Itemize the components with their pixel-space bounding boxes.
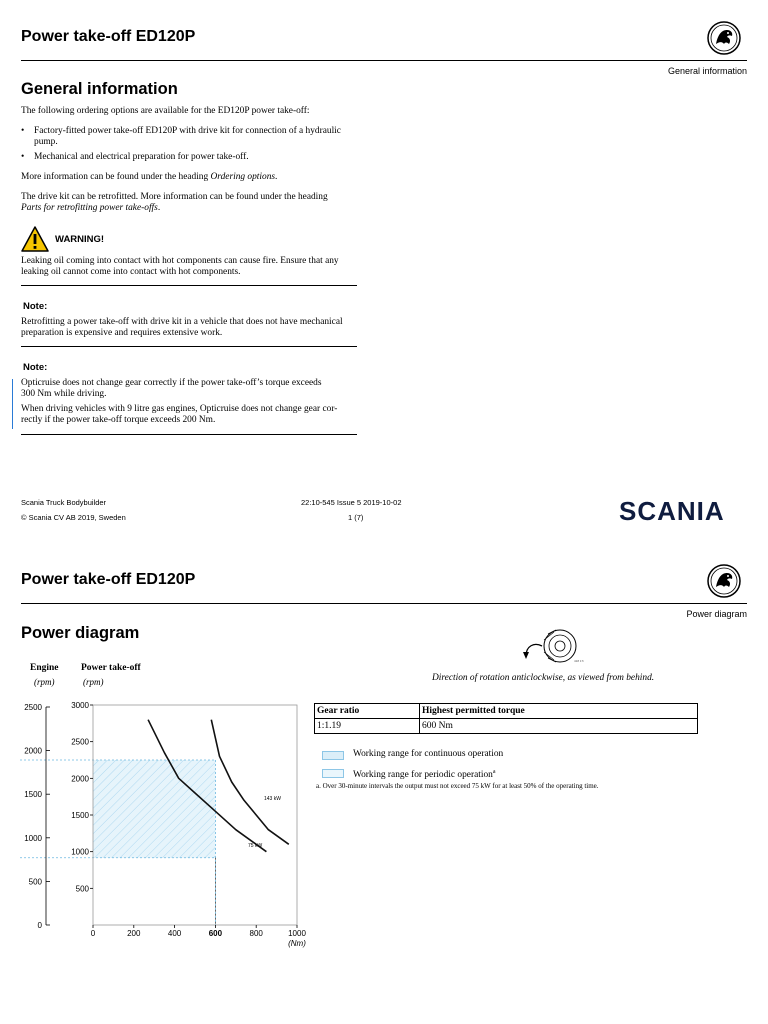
note-rule (21, 346, 357, 347)
x-tick-label: 200 (127, 929, 141, 938)
section-heading: Power diagram (21, 624, 140, 642)
rotation-caption: Direction of rotation anticlockwise, as viewed from behind. (432, 673, 655, 683)
note-line: When driving vehicles with 9 litre gas engines, Opticruise does not change gear cor- (21, 404, 338, 414)
footnote: a. Over 30-minute intervals the output must not exceed 75 kW for at least 50% of the operating time. (316, 782, 599, 790)
x-tick-label: 400 (167, 929, 182, 938)
pto-axis-label: Power take-off (81, 663, 141, 673)
engine-tick-label: 1500 (24, 790, 42, 800)
bullet-line: pump. (34, 137, 58, 147)
series-label: 75 kW (248, 843, 263, 849)
pto-tick-label: 3000 (71, 701, 89, 710)
footer-publication: Scania Truck Bodybuilder (21, 498, 107, 507)
pto-rotation-illustration (520, 626, 584, 668)
pto-tick-label: 500 (75, 884, 89, 894)
footer-copyright: © Scania CV AB 2019, Sweden (21, 513, 126, 522)
svg-text:418 174: 418 174 (574, 659, 584, 663)
table-row (315, 719, 698, 734)
bullet-line: Factory-fitted power take-off ED120P with drive kit for connection of a hydraulic (34, 126, 341, 136)
x-tick-label: 1000 (288, 929, 306, 938)
power-diagram-chart (0, 655, 320, 955)
section-heading: General information (21, 80, 178, 98)
warning-text (21, 256, 339, 278)
page-title: Power take-off ED120P (21, 571, 196, 588)
change-bar (12, 379, 13, 429)
table-cell: 1:1.19 (315, 719, 420, 734)
pto-tick-label: 2500 (71, 737, 89, 747)
pto-tick-label: 1500 (71, 811, 89, 820)
bullet-marker: • (21, 126, 25, 136)
legend-label (353, 767, 496, 781)
note-line: rectly if the power take-off torque exceeds 200 Nm. (21, 415, 216, 425)
note-text (21, 317, 343, 339)
retrofit-text (21, 192, 328, 214)
x-tick-label: 800 (249, 929, 263, 938)
ordering-options-link[interactable]: Ordering options (210, 172, 276, 182)
table-header-row (315, 704, 698, 719)
legend-label-text: Working range for periodic operation (353, 770, 493, 781)
engine-axis-unit: (rpm) (34, 677, 55, 687)
note-line: preparation is expensive and requires extensive work. (21, 328, 223, 338)
footer-page-number: 1 (7) (348, 513, 364, 522)
engine-tick-label: 1000 (24, 833, 42, 843)
note-line: 300 Nm while driving. (21, 389, 107, 399)
x-tick-label: 600 (208, 929, 223, 938)
engine-tick-label: 500 (28, 877, 42, 887)
bullet-item (34, 126, 341, 148)
engine-tick-label: 2000 (24, 746, 42, 756)
gear-ratio-table (314, 703, 698, 734)
more-info-suffix: . (275, 172, 278, 182)
note-line: Retrofitting a power take-off with drive kit in a vehicle that does not have mechanical (21, 317, 343, 327)
table-header-cell: Gear ratio (315, 704, 420, 719)
power-curve-2 (211, 720, 288, 845)
warning-line: leaking oil cannot come into contact with hot components. (21, 267, 241, 277)
warning-title: WARNING! (55, 234, 105, 245)
warning-rule (21, 285, 357, 286)
note-text (21, 378, 337, 426)
more-info-prefix: More information can be found under the heading (21, 172, 211, 182)
section-label: Power diagram (686, 609, 747, 619)
engine-tick-label: 2500 (24, 703, 42, 712)
note-title: Note: (23, 362, 48, 373)
scania-griffin-icon (706, 563, 742, 599)
x-tick-label: 0 (90, 929, 96, 938)
more-info-text (21, 172, 277, 183)
warning-line: Leaking oil coming into contact with hot components can cause fire. Ensure that any (21, 256, 339, 266)
engine-tick-label: 0 (37, 921, 42, 930)
legend-swatch-continuous (322, 751, 344, 760)
working-area-hatch (93, 760, 215, 858)
pto-axis-unit: (rpm) (83, 677, 104, 687)
power-diagram-svg (0, 655, 320, 955)
series-label: 143 kW (264, 796, 281, 802)
pto-tick-label: 1000 (71, 847, 89, 857)
note-line: Opticruise does not change gear correctly if the power take-off’s torque exceeds (21, 378, 322, 388)
note-title: Note: (23, 301, 48, 312)
legend-swatch-periodic (322, 769, 344, 778)
footnote-marker: a (492, 769, 496, 775)
scania-griffin-icon (706, 20, 742, 56)
bullet-marker: • (21, 152, 25, 162)
note-rule (21, 434, 357, 435)
intro-text: The following ordering options are available for the ED120P power take-off: (21, 106, 310, 116)
table-cell: 600 Nm (420, 719, 698, 734)
footer-doc-id: 22:10-545 Issue 5 2019-10-02 (301, 498, 402, 507)
x-axis-unit: (Nm) (288, 939, 306, 948)
warning-icon (21, 226, 49, 252)
engine-axis-label: Engine (30, 663, 59, 673)
header-rule (21, 603, 747, 604)
pto-tick-label: 2000 (71, 774, 89, 784)
retrofit-line: The drive kit can be retrofitted. More information can be found under the heading (21, 192, 328, 202)
scania-logo: SCANIA (619, 496, 725, 526)
table-header-cell: Highest permitted torque (420, 704, 698, 719)
section-label: General information (667, 66, 747, 76)
page-title: Power take-off ED120P (21, 28, 196, 45)
bullet-item: Mechanical and electrical preparation for power take-off. (34, 152, 249, 162)
retrofit-suffix: . (157, 203, 161, 213)
retrofit-parts-link[interactable]: Parts for retrofitting power take-offs (21, 203, 158, 213)
header-rule (21, 60, 747, 61)
legend-label: Working range for continuous operation (353, 749, 504, 759)
